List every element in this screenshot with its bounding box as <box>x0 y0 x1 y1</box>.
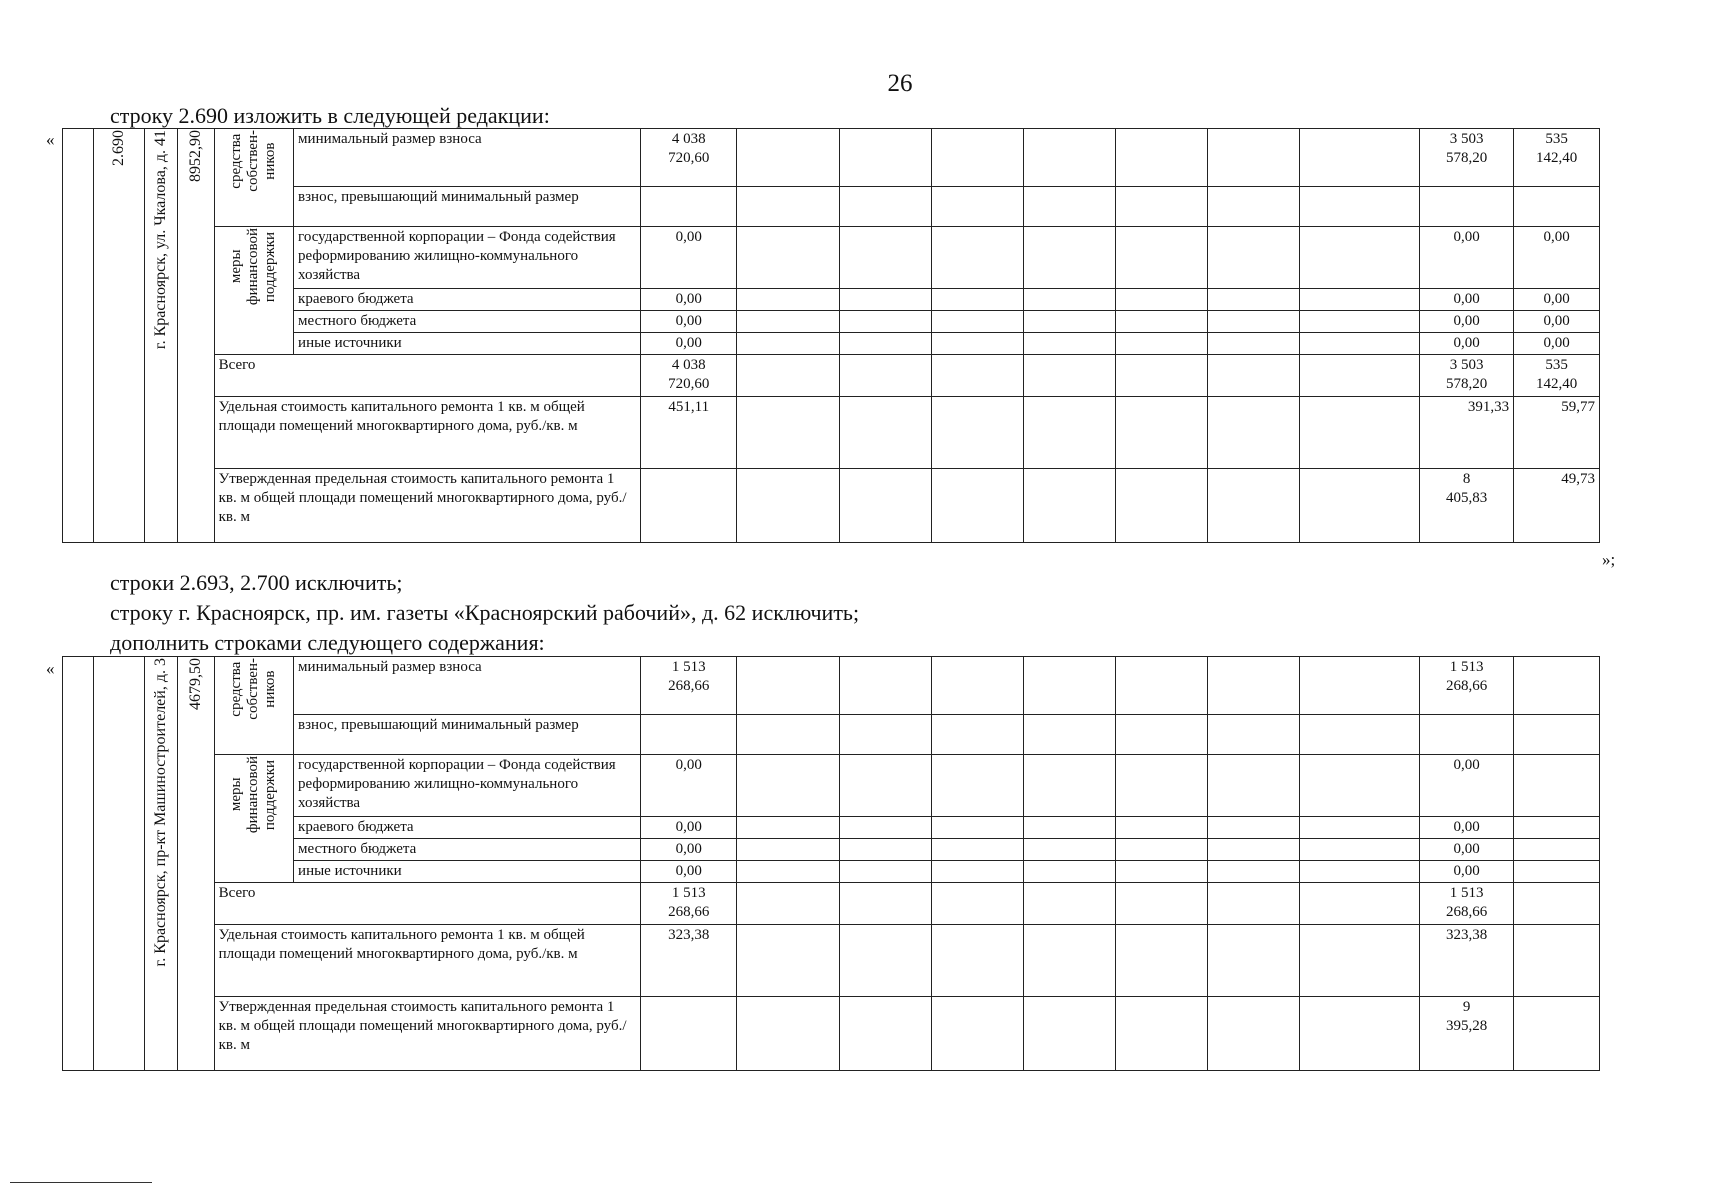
value-cell: 3 503 578,20 <box>1420 129 1514 187</box>
value-cell: 0,00 <box>1514 289 1600 311</box>
value-cell: 3 503 578,20 <box>1420 355 1514 397</box>
heading-exclude-address: строку г. Красноярск, пр. им. газеты «Красноярский рабочий», д. 62 исключить; <box>110 600 860 625</box>
label-min-fee: минимальный размер взноса <box>294 657 641 715</box>
value-cell: 535 142,40 <box>1514 129 1600 187</box>
area: 8952,90 <box>178 129 215 543</box>
value-cell <box>641 997 737 1071</box>
value-cell: 0,00 <box>1420 839 1514 861</box>
value-cell: 0,00 <box>641 311 737 333</box>
label-local: местного бюджета <box>294 839 641 861</box>
value-cell: 59,77 <box>1514 397 1600 469</box>
label-regional: краевого бюджета <box>294 289 641 311</box>
label-limit-cost: Утвержденная предельная стоимость капитального ремонта 1 кв. м общей площади помещений многоквартирного дома, руб./кв. м <box>214 469 641 543</box>
area: 4679,50 <box>178 657 215 1071</box>
value-cell: 535 142,40 <box>1514 355 1600 397</box>
label-other: иные источники <box>294 333 641 355</box>
table-new-rows <box>62 656 1600 1071</box>
label-over-min: взнос, превышающий минимальный размер <box>294 715 641 755</box>
value-cell: 0,00 <box>641 839 737 861</box>
group-financial-support: меры финансовой поддержки <box>214 227 293 355</box>
empty-cell <box>94 657 144 1071</box>
address: г. Красноярск, ул. Чкалова, д. 41 <box>144 129 177 543</box>
value-cell: 0,00 <box>641 333 737 355</box>
value-cell: 451,11 <box>641 397 737 469</box>
value-cell: 9 395,28 <box>1420 997 1514 1071</box>
label-state-corp: государственной корпорации – Фонда содействия реформированию жилищно-коммунального хозяйства <box>294 227 641 289</box>
value-cell: 391,33 <box>1420 397 1514 469</box>
value-cell: 0,00 <box>1420 755 1514 817</box>
label-total: Всего <box>214 883 641 925</box>
label-other: иные источники <box>294 861 641 883</box>
value-cell: 0,00 <box>1514 311 1600 333</box>
value-cell: 8 405,83 <box>1420 469 1514 543</box>
value-cell: 1 513 268,66 <box>641 657 737 715</box>
address: г. Красноярск, пр-кт Машиностроителей, д. 3 <box>144 657 177 1071</box>
row-number: 2.690 <box>94 129 144 543</box>
value-cell: 1 513 268,66 <box>641 883 737 925</box>
value-cell: 1 513 268,66 <box>1420 883 1514 925</box>
group-financial-support: меры финансовой поддержки <box>214 755 293 883</box>
heading-exclude-rows: строки 2.693, 2.700 исключить; <box>110 570 403 595</box>
value-cell: 323,38 <box>641 925 737 997</box>
value-cell: 0,00 <box>1420 227 1514 289</box>
value-cell: 0,00 <box>641 289 737 311</box>
value-cell: 0,00 <box>1420 311 1514 333</box>
heading-add-rows: дополнить строками следующего содержания: <box>110 630 545 655</box>
table-row-2690 <box>62 128 1600 543</box>
label-limit-cost: Утвержденная предельная стоимость капитального ремонта 1 кв. м общей площади помещений многоквартирного дома, руб./кв. м <box>214 997 641 1071</box>
label-over-min: взнос, превышающий минимальный размер <box>294 187 641 227</box>
value-cell: 0,00 <box>641 227 737 289</box>
value-cell: 0,00 <box>641 861 737 883</box>
value-cell: 0,00 <box>641 755 737 817</box>
footnote-divider <box>10 1182 152 1183</box>
heading-replace-row: строку 2.690 изложить в следующей редакции: <box>110 103 550 128</box>
value-cell: 0,00 <box>641 817 737 839</box>
group-owners-funds: средства собствен- ников <box>214 129 293 227</box>
value-cell: 0,00 <box>1514 333 1600 355</box>
value-cell: 0,00 <box>1420 289 1514 311</box>
label-unit-cost: Удельная стоимость капитального ремонта 1 кв. м общей площади помещений многоквартирного дома, руб./кв. м <box>214 397 641 469</box>
empty-cell <box>63 657 94 1071</box>
label-total: Всего <box>214 355 641 397</box>
label-regional: краевого бюджета <box>294 817 641 839</box>
value-cell: 0,00 <box>1420 333 1514 355</box>
label-local: местного бюджета <box>294 311 641 333</box>
page-number: 26 <box>887 70 913 97</box>
value-cell: 49,73 <box>1514 469 1600 543</box>
value-cell: 4 038 720,60 <box>641 355 737 397</box>
label-min-fee: минимальный размер взноса <box>294 129 641 187</box>
value-cell: 323,38 <box>1420 925 1514 997</box>
empty-cell <box>63 129 94 543</box>
value-cell: 0,00 <box>1420 817 1514 839</box>
value-cell <box>641 469 737 543</box>
quote-open-1: « <box>46 130 55 149</box>
value-cell: 1 513 268,66 <box>1420 657 1514 715</box>
value-cell: 0,00 <box>1420 861 1514 883</box>
label-state-corp: государственной корпорации – Фонда содействия реформированию жилищно-коммунального хозяйства <box>294 755 641 817</box>
value-cell: 4 038 720,60 <box>641 129 737 187</box>
value-cell: 0,00 <box>1514 227 1600 289</box>
group-owners-funds: средства собствен- ников <box>214 657 293 755</box>
quote-close: »; <box>1602 550 1616 569</box>
label-unit-cost: Удельная стоимость капитального ремонта 1 кв. м общей площади помещений многоквартирного дома, руб./кв. м <box>214 925 641 997</box>
quote-open-2: « <box>46 659 55 678</box>
